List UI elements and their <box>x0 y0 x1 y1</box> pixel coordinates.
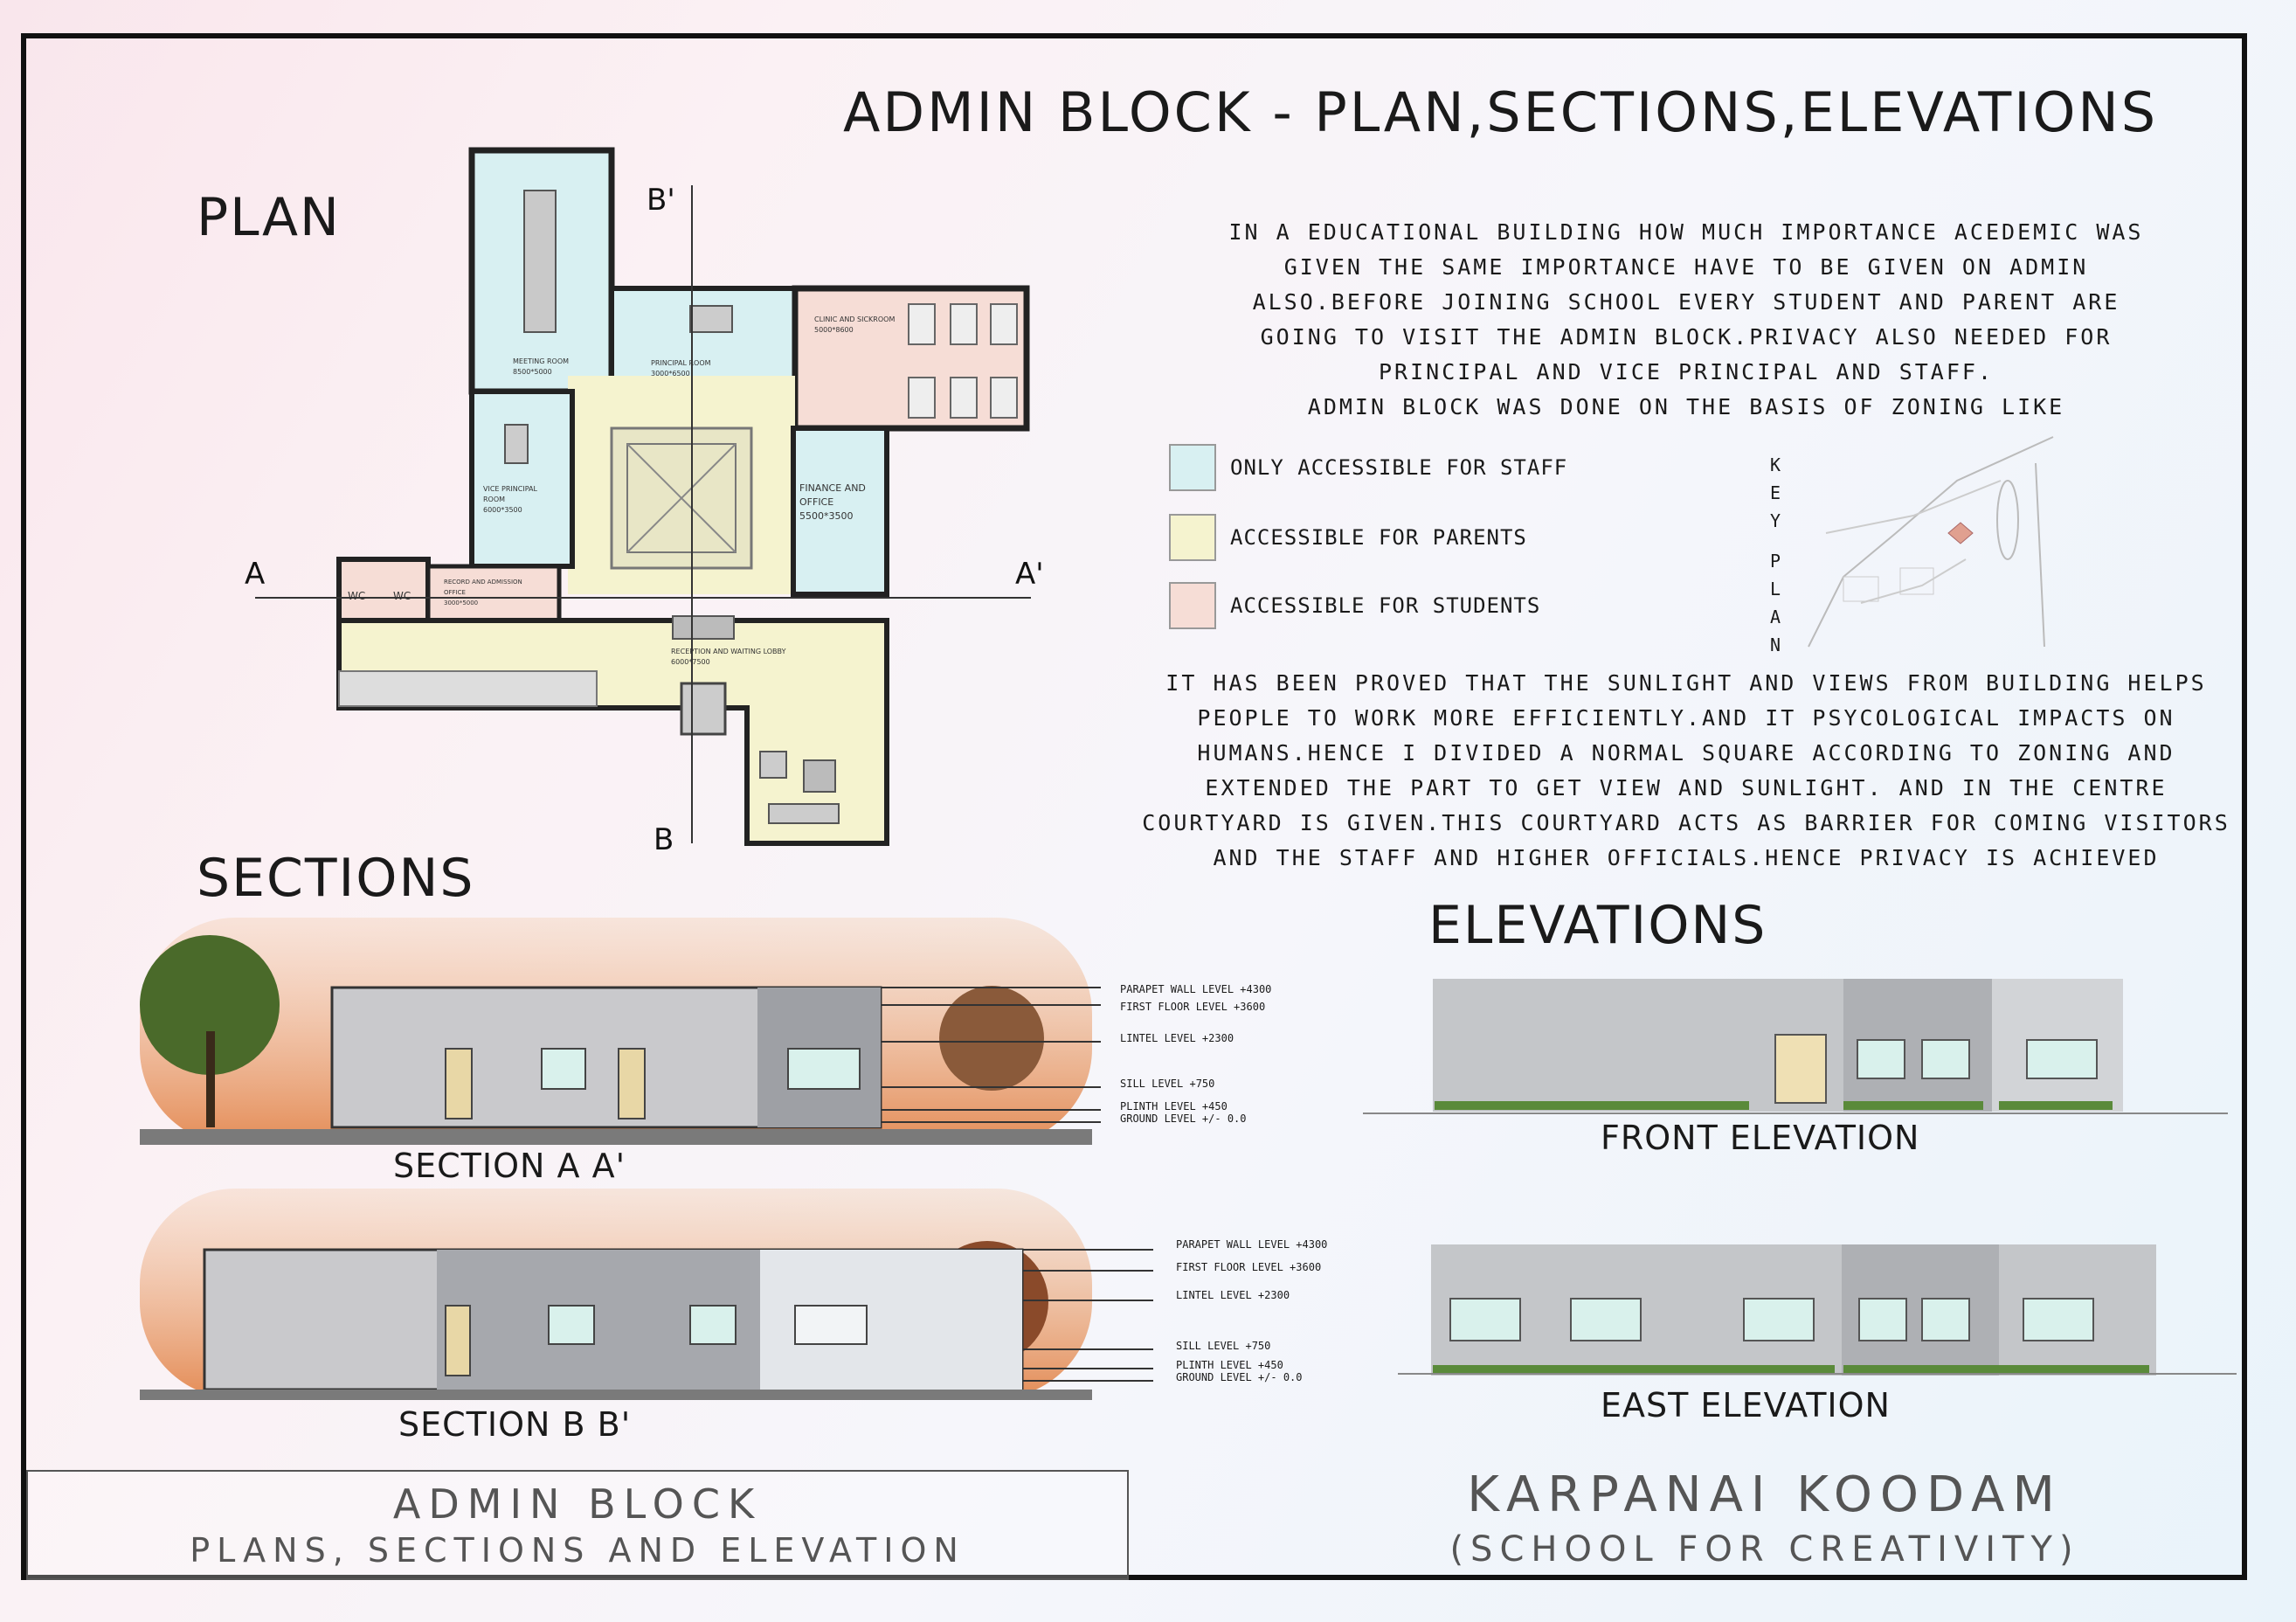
section-mark-b-bottom: B <box>654 822 674 857</box>
body-line: EXTENDED THE PART TO GET VIEW AND SUNLIGHT. AND IN THE CENTRE <box>1205 775 2168 801</box>
section-mark-b-top: B' <box>647 183 675 218</box>
section-aa-drawing <box>131 900 1101 1154</box>
front-elevation-drawing <box>1363 970 2237 1119</box>
reception-desk <box>673 616 734 639</box>
svg-text:MEETING ROOM <box>513 357 569 365</box>
planter <box>1843 1365 2149 1374</box>
svg-text:3000*5000 <box>444 600 478 607</box>
keyplan-letter: L <box>1770 579 1781 600</box>
vice-principal-room <box>472 392 572 566</box>
key-plan-map <box>1791 428 2062 655</box>
window <box>1571 1299 1641 1341</box>
footer-right-title: KARPANAI KOODAM <box>1467 1466 2063 1523</box>
planter <box>1433 1365 1835 1374</box>
svg-text:OFFICE <box>799 496 833 508</box>
legend-swatch <box>1169 582 1216 629</box>
east-elevation-drawing <box>1398 1236 2237 1376</box>
svg-text:FINANCE AND <box>799 482 866 494</box>
level-label: FIRST FLOOR LEVEL +3600 <box>1120 1001 1266 1013</box>
room-label: ROOM <box>483 496 506 503</box>
svg-text:A <box>245 557 265 592</box>
section-mark-a: A <box>245 557 266 592</box>
level-label: SILL LEVEL +750 <box>1176 1340 1271 1352</box>
tree-trunk <box>206 1031 215 1127</box>
vp-desk <box>505 425 528 463</box>
room-label: CLINIC AND SICKROOM <box>814 315 896 323</box>
floor-plan <box>227 122 1101 865</box>
svg-text:6000*7500 <box>671 658 710 666</box>
room-label: OFFICE <box>799 496 834 508</box>
svg-text:RECORD AND ADMISSION <box>444 579 522 586</box>
section-bb-drawing <box>131 1171 1162 1416</box>
tree <box>939 986 1044 1091</box>
bed <box>991 304 1017 344</box>
window <box>1859 1299 1906 1341</box>
window <box>788 1049 860 1089</box>
keyplan-letter: K <box>1770 454 1781 475</box>
room-label: RECORD AND ADMISSION <box>444 579 522 586</box>
wc-label: WC <box>348 590 366 602</box>
bed <box>951 378 977 418</box>
intro-line: ALSO.BEFORE JOINING SCHOOL EVERY STUDENT AND PARENT ARE <box>1252 289 2120 315</box>
east-elevation-caption: EAST ELEVATION <box>1601 1386 1891 1424</box>
door <box>619 1049 645 1119</box>
level-label: SILL LEVEL +750 <box>1120 1078 1215 1090</box>
level-label: LINTEL LEVEL +2300 <box>1120 1032 1234 1044</box>
window <box>2023 1299 2093 1341</box>
intro-paragraph <box>1118 215 2254 425</box>
level-label: PARAPET WALL LEVEL +4300 <box>1120 983 1272 995</box>
body-line: IT HAS BEEN PROVED THAT THE SUNLIGHT AND VIEWS FROM BUILDING HELPS <box>1165 670 2207 696</box>
legend-label: ONLY ACCESSIBLE FOR STAFF <box>1230 455 1568 480</box>
svg-text:B <box>654 822 674 857</box>
window <box>1450 1299 1520 1341</box>
plan-heading: PLAN <box>197 187 341 248</box>
level-label: PLINTH LEVEL +450 <box>1120 1100 1228 1113</box>
waiting-sofa <box>769 804 839 823</box>
room-label: RECEPTION AND WAITING LOBBY <box>671 648 786 655</box>
legend-staff <box>1169 444 1567 491</box>
level-label: FIRST FLOOR LEVEL +3600 <box>1176 1261 1322 1273</box>
svg-text:B' <box>647 183 675 218</box>
door <box>1775 1035 1826 1103</box>
window <box>1857 1040 1905 1078</box>
bed <box>951 304 977 344</box>
wc-label: WC <box>393 590 411 602</box>
svg-text:5500*3500 <box>799 510 854 522</box>
footer-left-subtitle: PLANS, SECTIONS AND ELEVATION <box>190 1531 965 1570</box>
svg-text:CLINIC AND SICKROOM <box>814 315 895 323</box>
legend-swatch <box>1169 514 1216 561</box>
window <box>795 1306 867 1344</box>
level-label: LINTEL LEVEL +2300 <box>1176 1289 1290 1301</box>
intro-line: GOING TO VISIT THE ADMIN BLOCK.PRIVACY ALSO NEEDED FOR <box>1260 324 2113 350</box>
keyplan-letter: E <box>1770 482 1781 503</box>
svg-text:WC <box>393 590 411 602</box>
svg-text:6000*3500 <box>483 506 522 514</box>
waiting-table <box>804 760 835 792</box>
section-mark-a-prime: A' <box>1015 557 1044 592</box>
legend-students <box>1169 582 1540 629</box>
keyplan-letter: Y <box>1770 510 1781 531</box>
meeting-table <box>524 191 556 332</box>
room-label: FINANCE AND <box>799 482 866 494</box>
svg-text:PRINCIPAL ROOM <box>651 359 711 367</box>
svg-text:A' <box>1015 557 1044 592</box>
keyplan-letter: N <box>1770 634 1781 655</box>
planter <box>1999 1101 2113 1110</box>
section-bb-caption: SECTION B B' <box>398 1405 632 1444</box>
svg-text:3000*6500 <box>651 370 690 378</box>
entrance-door <box>681 683 725 734</box>
room-label: 6000*7500 <box>671 658 710 666</box>
footer-left-title: ADMIN BLOCK <box>392 1480 763 1528</box>
svg-text:VICE PRINCIPAL <box>483 485 537 493</box>
room-label: VICE PRINCIPAL <box>483 485 537 493</box>
body-line: COURTYARD IS GIVEN.THIS COURTYARD ACTS AS BARRIER FOR COMING VISITORS <box>1142 810 2230 835</box>
room-label: MEETING ROOM <box>513 357 570 365</box>
elevations-heading: ELEVATIONS <box>1428 895 1767 956</box>
waiting-sofa <box>760 752 786 778</box>
svg-text:ROOM <box>483 496 505 503</box>
level-label: GROUND LEVEL +/- 0.0 <box>1120 1113 1247 1125</box>
window <box>1922 1299 1969 1341</box>
body-line: AND THE STAFF AND HIGHER OFFICIALS.HENCE PRIVACY IS ACHIEVED <box>1213 845 2160 870</box>
body-line: HUMANS.HENCE I DIVIDED A NORMAL SQUARE ACCORDING TO ZONING AND <box>1197 740 2175 766</box>
svg-text:WC <box>348 590 365 602</box>
door <box>446 1306 470 1376</box>
window <box>2027 1040 2097 1078</box>
bed <box>909 378 935 418</box>
staircase <box>339 671 597 706</box>
planter <box>1843 1101 1983 1110</box>
room-label: 3000*5000 <box>444 600 479 607</box>
section-aa-caption: SECTION A A' <box>393 1147 626 1185</box>
body-paragraph <box>1118 666 2254 876</box>
intro-line: ADMIN BLOCK WAS DONE ON THE BASIS OF ZONING LIKE <box>1307 394 2065 419</box>
svg-text:OFFICE <box>444 589 466 596</box>
svg-text:8500*5000 <box>513 368 552 376</box>
room-label: PRINCIPAL ROOM <box>651 359 711 367</box>
window <box>549 1306 594 1344</box>
ground <box>140 1129 1092 1145</box>
level-label: PLINTH LEVEL +450 <box>1176 1359 1283 1371</box>
room-label: OFFICE <box>444 589 466 596</box>
window <box>542 1049 585 1089</box>
level-label: PARAPET WALL LEVEL +4300 <box>1176 1238 1328 1251</box>
intro-line: IN A EDUCATIONAL BUILDING HOW MUCH IMPORTANCE ACEDEMIC WAS <box>1228 219 2144 245</box>
window <box>1922 1040 1969 1078</box>
svg-text:RECEPTION AND WAITING LOBBY <box>671 648 786 655</box>
legend-parents <box>1169 514 1527 561</box>
legend-swatch <box>1169 444 1216 491</box>
svg-text:5000*8600 <box>814 326 854 334</box>
room-label: 8500*5000 <box>513 368 552 376</box>
bed <box>991 378 1017 418</box>
room-label: 3000*6500 <box>651 370 690 378</box>
legend-label: ACCESSIBLE FOR STUDENTS <box>1230 593 1541 618</box>
door <box>446 1049 472 1119</box>
planter <box>1435 1101 1749 1110</box>
window <box>1744 1299 1814 1341</box>
legend-label: ACCESSIBLE FOR PARENTS <box>1230 525 1527 550</box>
front-elevation-caption: FRONT ELEVATION <box>1601 1119 1920 1157</box>
body-line: PEOPLE TO WORK MORE EFFICIENTLY.AND IT PSYCOLOGICAL IMPACTS ON <box>1197 705 2175 731</box>
intro-line: PRINCIPAL AND VICE PRINCIPAL AND STAFF. <box>1379 359 1994 385</box>
room-label: 5000*8600 <box>814 326 854 334</box>
level-label: GROUND LEVEL +/- 0.0 <box>1176 1371 1303 1383</box>
bed <box>909 304 935 344</box>
room-label: 5500*3500 <box>799 510 854 522</box>
principal-desk <box>690 306 732 332</box>
sections-heading: SECTIONS <box>197 848 475 909</box>
intro-line: GIVEN THE SAME IMPORTANCE HAVE TO BE GIVEN ON ADMIN <box>1283 254 2089 280</box>
footer-right-subtitle: (SCHOOL FOR CREATIVITY) <box>1449 1529 2080 1570</box>
room-label: 6000*3500 <box>483 506 522 514</box>
sheet-title: ADMIN BLOCK - PLAN,SECTIONS,ELEVATIONS <box>843 80 2159 144</box>
keyplan-letter: P <box>1770 551 1781 572</box>
window <box>690 1306 736 1344</box>
ground <box>140 1390 1092 1400</box>
keyplan-letter: A <box>1770 607 1781 627</box>
